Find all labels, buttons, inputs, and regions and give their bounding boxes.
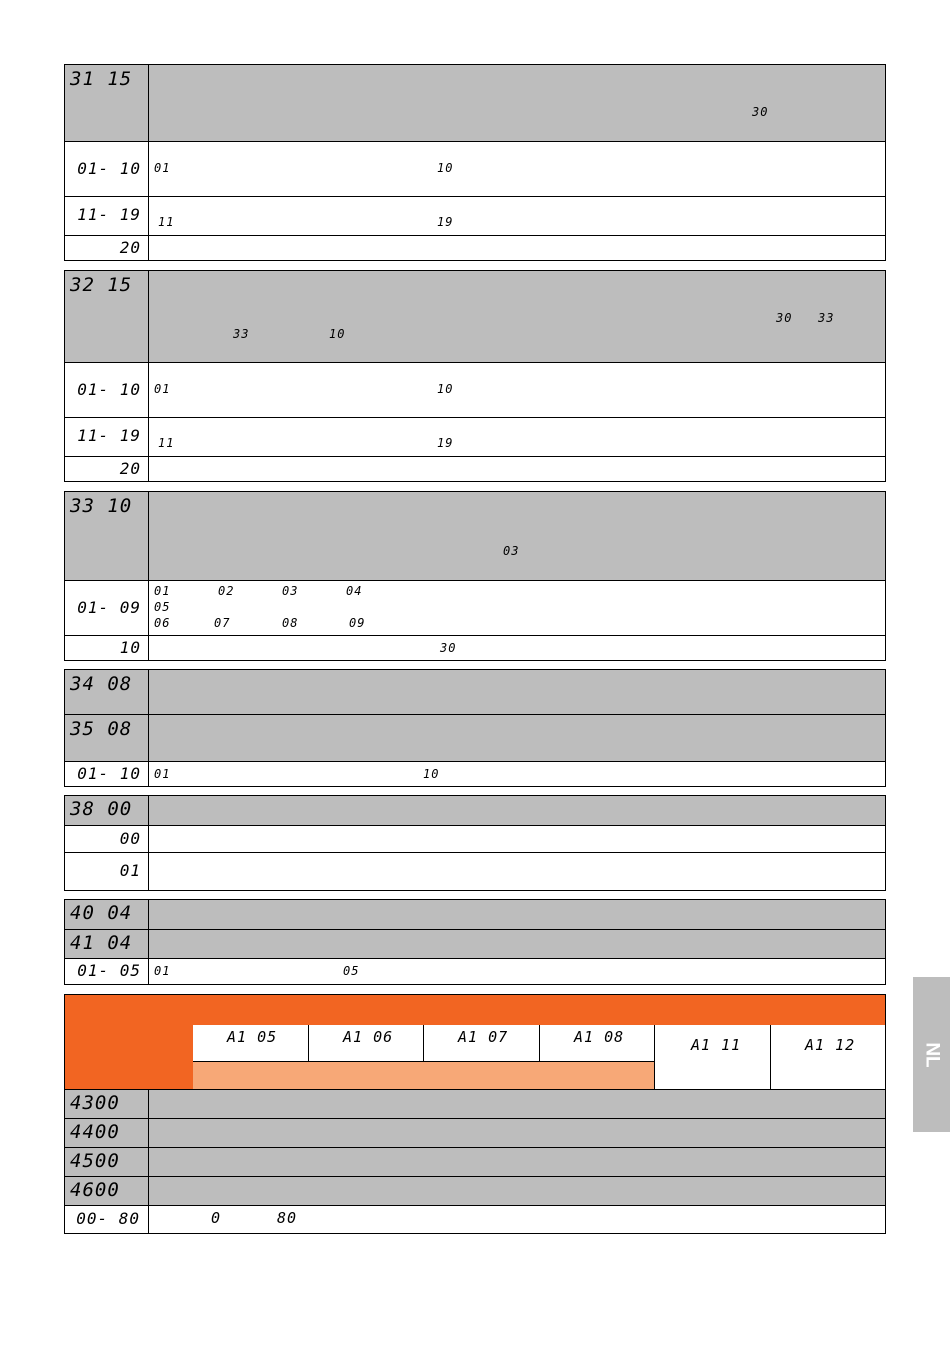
range-end: 10: [437, 382, 454, 396]
value-row: [65, 456, 885, 481]
param-code: 4400: [70, 1121, 120, 1143]
option-value: 09: [349, 616, 366, 630]
param-row-4300: [65, 1089, 885, 1118]
header-row: [65, 796, 885, 825]
value-row: [65, 1205, 885, 1233]
value-code: 00- 80: [76, 1209, 140, 1228]
header-row: [65, 929, 885, 958]
param-table-3215: [64, 270, 886, 482]
value-row: [65, 417, 885, 456]
header-row: [65, 65, 885, 141]
range-end: 80: [277, 1209, 298, 1227]
param-row-4600: [65, 1176, 885, 1205]
value-row: [65, 635, 885, 660]
param-row-4400: [65, 1118, 885, 1147]
orange-side-cell: [65, 1025, 193, 1089]
range-end: 19: [437, 215, 454, 229]
option-value: 01: [154, 584, 171, 598]
model-column-header: A1 08: [540, 1025, 655, 1062]
range-start: 11: [158, 436, 175, 450]
option-value: 07: [214, 616, 231, 630]
param-table-4004-4104: [64, 899, 886, 985]
header-row: [65, 271, 885, 362]
value-row: [65, 580, 885, 635]
param-code: 40 04: [70, 902, 133, 924]
param-code: 41 04: [70, 932, 133, 954]
value-ref: 30: [776, 311, 793, 325]
model-column-header: A1 06: [309, 1025, 424, 1062]
model-column-header: A1 07: [424, 1025, 540, 1062]
value-ref: 33: [233, 327, 250, 341]
value-code: 01- 10: [77, 380, 141, 399]
option-value: 02: [218, 584, 235, 598]
option-value: 08: [282, 616, 299, 630]
param-code: 33 10: [70, 495, 133, 517]
param-code: 4500: [70, 1150, 120, 1172]
value-code: 10: [119, 638, 141, 657]
value-row: [65, 141, 885, 196]
value-ref: 30: [752, 105, 769, 119]
header-row: [65, 492, 885, 580]
value-code: 20: [119, 238, 141, 257]
value-row: [65, 362, 885, 417]
value-code: 11- 19: [77, 426, 141, 445]
value-code: 01: [119, 861, 141, 880]
value-code: 01- 10: [77, 159, 141, 178]
value-row: [65, 761, 885, 786]
range-end: 05: [343, 964, 360, 978]
value-code: 20: [119, 459, 141, 478]
model-table: [64, 994, 886, 1234]
param-code: 32 15: [70, 274, 133, 296]
param-code: 35 08: [70, 718, 133, 740]
model-column-header: A1 11: [655, 1025, 771, 1089]
language-tab: [913, 977, 950, 1132]
param-code: 4600: [70, 1179, 120, 1201]
option-value: 03: [282, 584, 299, 598]
value-ref: 10: [329, 327, 346, 341]
param-table-3310: [64, 491, 886, 661]
model-column-header: A1 12: [771, 1025, 885, 1089]
value-code: 11- 19: [77, 205, 141, 224]
value-ref: 03: [503, 544, 520, 558]
value-ref: 30: [440, 641, 457, 655]
value-row: [65, 235, 885, 260]
param-code: 4300: [70, 1092, 120, 1114]
header-row: [65, 714, 885, 761]
model-column-header: A1 05: [193, 1025, 309, 1062]
value-code: 01- 05: [77, 961, 141, 980]
param-table-3800: [64, 795, 886, 891]
range-start: 01: [154, 382, 171, 396]
value-row: [65, 196, 885, 235]
value-row: [65, 958, 885, 984]
header-row: [65, 670, 885, 714]
option-value: 05: [154, 600, 171, 614]
param-table-3115: [64, 64, 886, 261]
value-code: 00: [119, 829, 141, 848]
value-row: [65, 825, 885, 852]
param-row-4500: [65, 1147, 885, 1176]
param-code: 31 15: [70, 68, 133, 90]
model-group-band: [193, 1062, 655, 1089]
option-value: 04: [346, 584, 363, 598]
range-start: 11: [158, 215, 175, 229]
range-start: 01: [154, 964, 171, 978]
range-start: 01: [154, 161, 171, 175]
orange-header-bar: [65, 995, 885, 1025]
value-code: 01- 10: [77, 764, 141, 783]
value-ref: 33: [818, 311, 835, 325]
param-code: 38 00: [70, 798, 133, 820]
param-table-3408-3508: [64, 669, 886, 787]
language-tab-label: NL: [921, 1041, 943, 1068]
range-end: 10: [437, 161, 454, 175]
option-value: 06: [154, 616, 171, 630]
range-start: 0: [211, 1209, 222, 1227]
range-end: 10: [423, 767, 440, 781]
range-end: 19: [437, 436, 454, 450]
value-code: 01- 09: [77, 598, 141, 617]
param-code: 34 08: [70, 673, 133, 695]
header-row: [65, 900, 885, 929]
range-start: 01: [154, 767, 171, 781]
value-row: [65, 852, 885, 890]
